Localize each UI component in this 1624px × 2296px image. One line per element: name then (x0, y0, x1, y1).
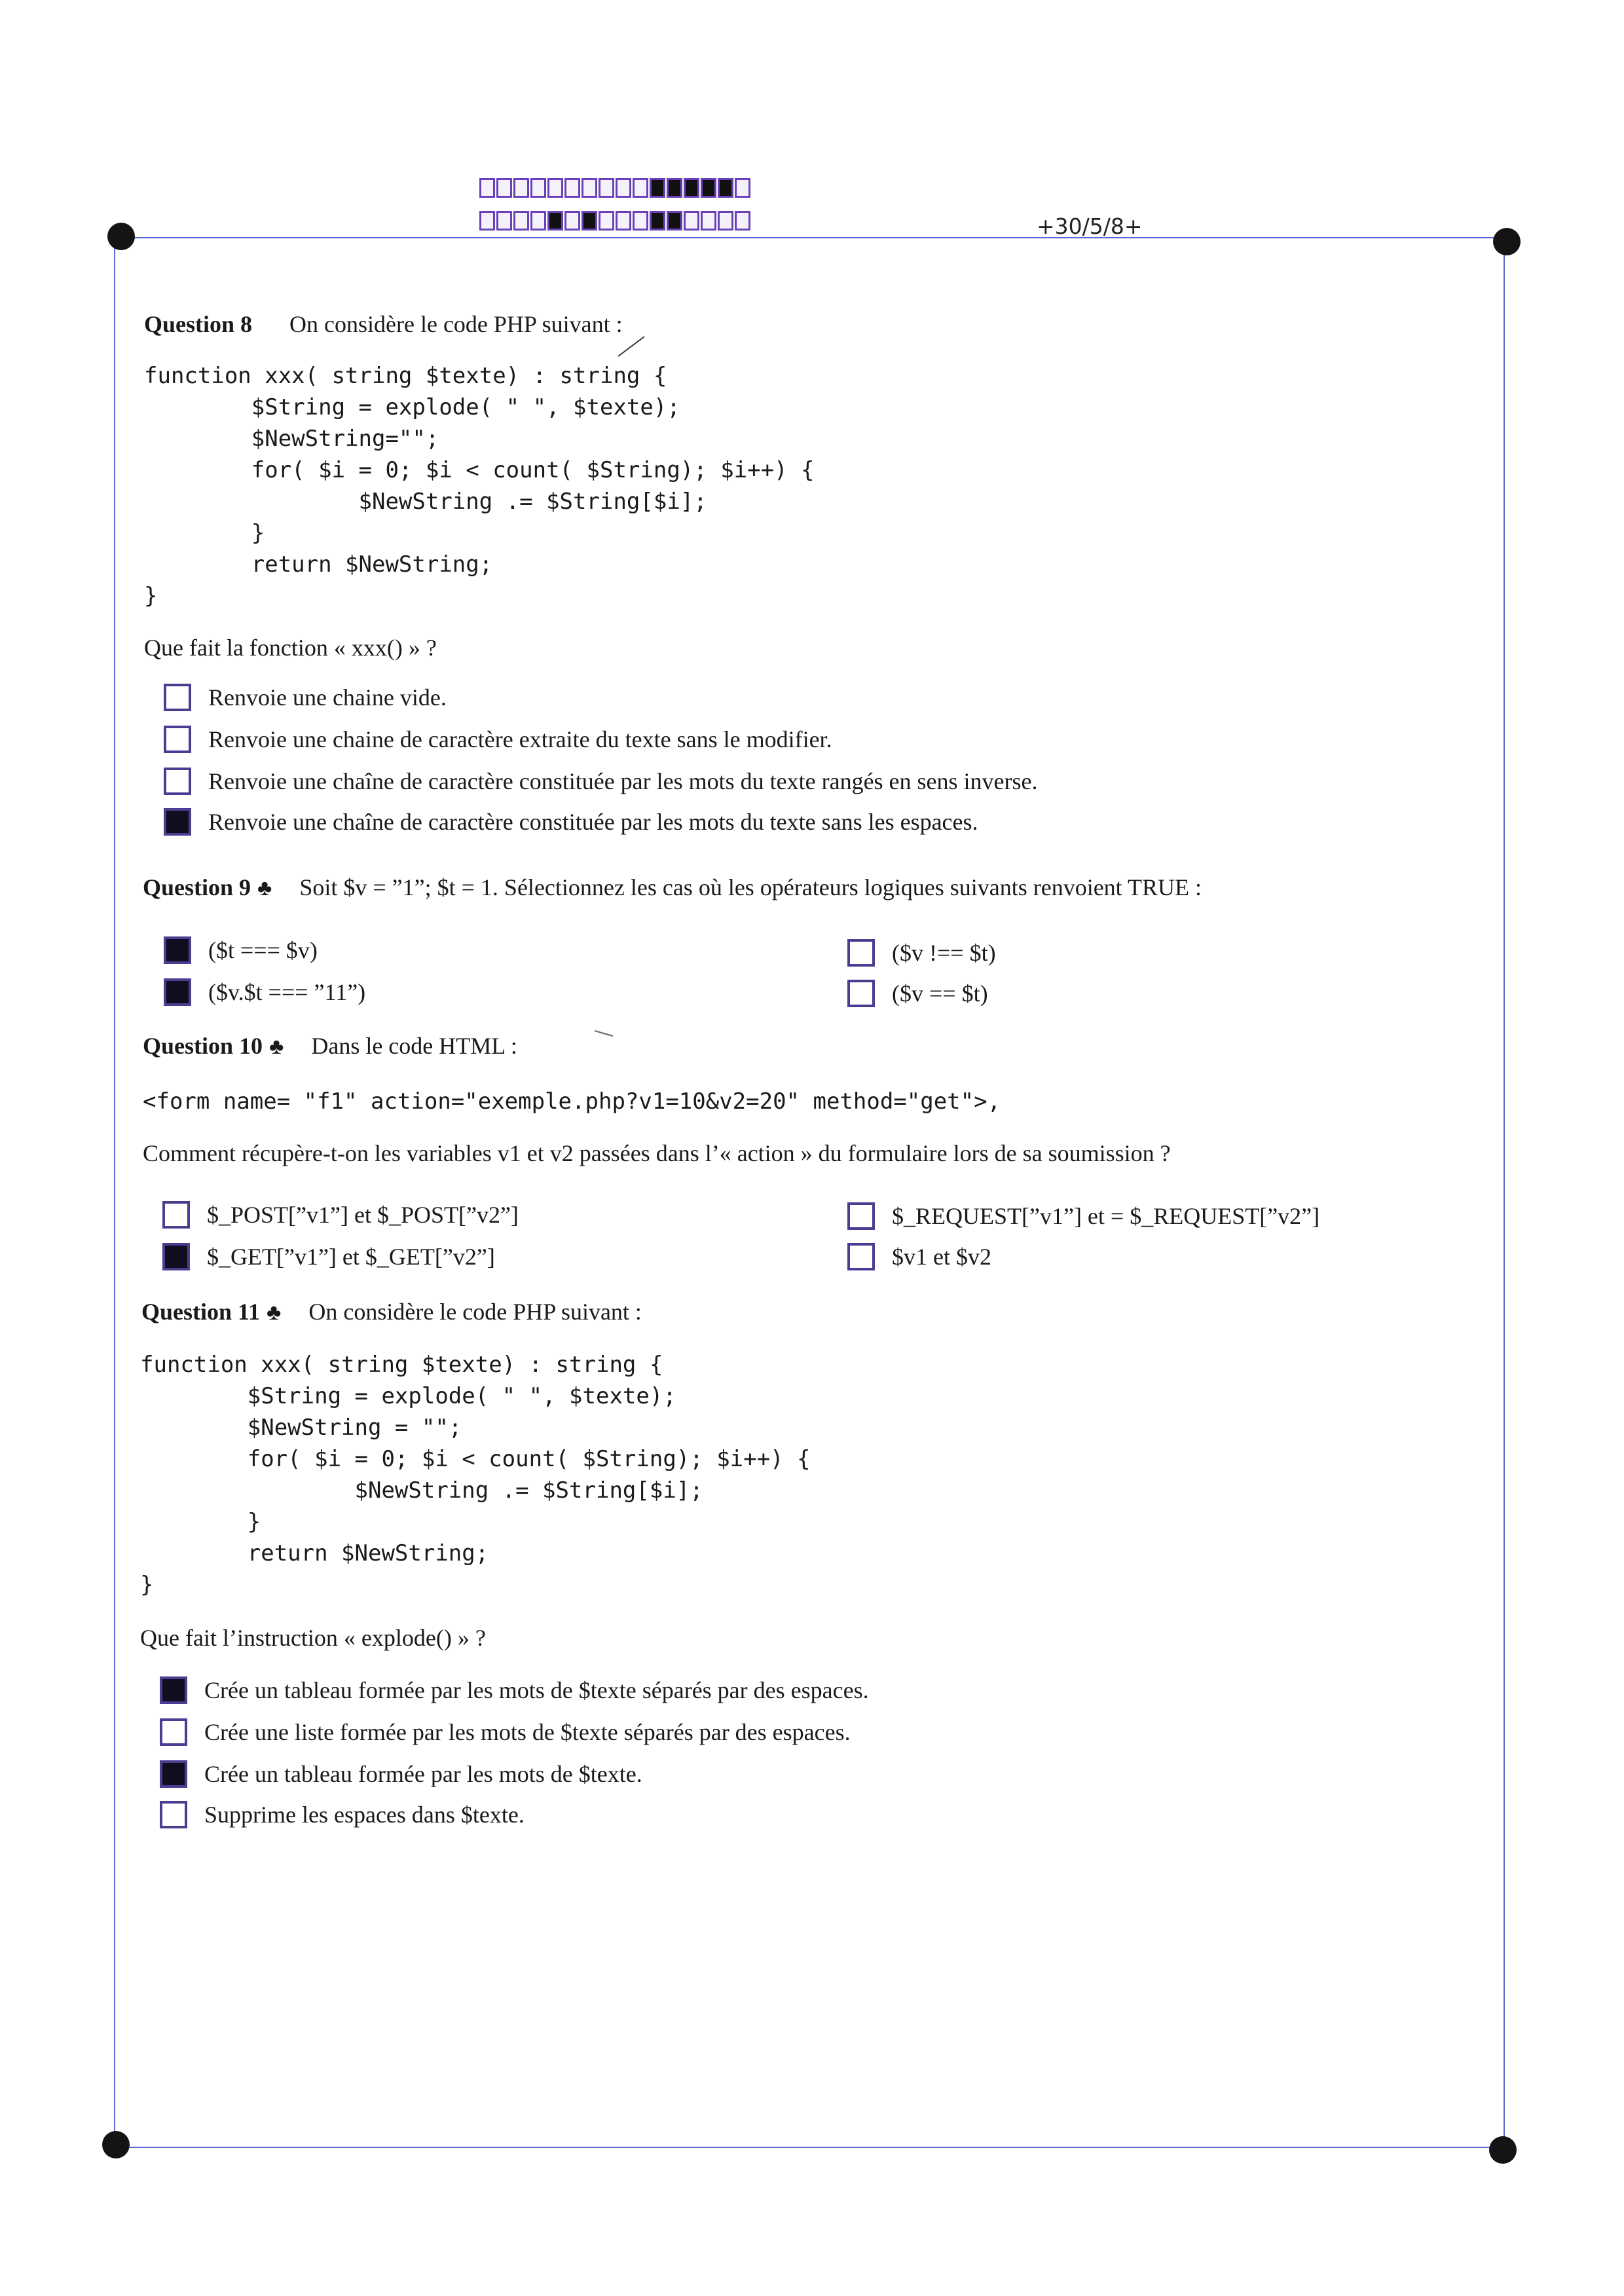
question-number: Question 8 (144, 311, 253, 337)
barcode-cell (718, 211, 733, 231)
option-label: Crée une liste formée par les mots de $texte séparés par des espaces. (204, 1719, 851, 1745)
checkbox[interactable] (164, 726, 191, 753)
answer-option[interactable] (162, 1243, 495, 1270)
question-11-prompt: Que fait l’instruction « explode() » ? (140, 1625, 486, 1651)
option-label: Crée un tableau formée par les mots de $texte séparés par des espaces. (204, 1677, 869, 1703)
barcode-cell (496, 178, 512, 198)
question-10-prompt: Comment récupère-t-on les variables v1 et v2 passées dans l’« action » du formulaire lors de sa soumission ? (143, 1140, 1171, 1166)
barcode-cell (530, 211, 546, 231)
answer-option[interactable] (160, 1676, 869, 1704)
barcode-cell (718, 178, 733, 198)
barcode-cell (530, 178, 546, 198)
question-text: Dans le code HTML : (311, 1033, 517, 1059)
question-8-prompt: Que fait la fonction « xxx() » ? (144, 635, 437, 661)
checkbox[interactable] (162, 1201, 190, 1229)
barcode-cell (599, 211, 614, 231)
option-label: Renvoie une chaine vide. (208, 684, 447, 711)
answer-option[interactable] (164, 978, 365, 1006)
page-id: +30/5/8+ (1037, 213, 1143, 239)
option-label: Crée un tableau formée par les mots de $texte. (204, 1761, 642, 1787)
barcode-cell (616, 178, 631, 198)
question-text: Soit $v = ”1”; $t = 1. Sélectionnez les cas où les opérateurs logiques suivants renvoient TRUE : (299, 874, 1202, 900)
checkbox[interactable] (164, 978, 191, 1006)
checkbox[interactable] (160, 1760, 187, 1788)
barcode-cell (479, 211, 495, 231)
checkbox[interactable] (847, 1202, 875, 1230)
option-label: $_REQUEST[”v1”] et = $_REQUEST[”v2”] (892, 1203, 1320, 1229)
code-block-q8: function xxx( string $texte) : string { $String = explode( " ", $texte); $NewString=""; for( $i = 0; $i < count( $String); $i++) { $NewString .= $String[$i]; } return $NewString; } (144, 363, 815, 609)
barcode-cell (599, 178, 614, 198)
answer-option[interactable] (847, 980, 988, 1007)
question-10-header (143, 1032, 517, 1060)
barcode-cell (701, 211, 716, 231)
checkbox[interactable] (160, 1718, 187, 1746)
checkbox[interactable] (164, 808, 191, 836)
answer-option[interactable] (164, 726, 832, 753)
checkbox[interactable] (164, 684, 191, 711)
option-label: Renvoie une chaîne de caractère constituée par les mots du texte sans les espaces. (208, 809, 978, 835)
barcode-cell (581, 211, 597, 231)
barcode-cell (633, 211, 648, 231)
barcode-cell (735, 211, 750, 231)
checkbox[interactable] (847, 980, 875, 1007)
barcode-cell (547, 211, 563, 231)
code-block-q10: <form name= "f1" action="exemple.php?v1=10&v2=20" method="get">, (143, 1088, 1001, 1115)
barcode-cell (701, 178, 716, 198)
checkbox[interactable] (847, 1243, 875, 1270)
option-label: $_POST[”v1”] et $_POST[”v2”] (207, 1202, 519, 1228)
question-9-header (143, 874, 1202, 901)
checkbox[interactable] (164, 768, 191, 795)
checkbox[interactable] (847, 939, 875, 967)
question-number: Question 11 (141, 1299, 261, 1325)
barcode-cell (547, 178, 563, 198)
question-number: Question 9 (143, 874, 251, 900)
code-block-q11: function xxx( string $texte) : string { $String = explode( " ", $texte); $NewString = ""; for( $i = 0; $i < count( $String); $i++) { $NewString .= $String[$i]; } return $NewString; } (140, 1352, 811, 1598)
corner-marker-bottom-left (102, 2131, 130, 2158)
club-icon: ♣ (269, 1035, 284, 1059)
barcode-cell (667, 178, 682, 198)
question-number: Question 10 (143, 1033, 263, 1059)
corner-marker-bottom-right (1489, 2136, 1517, 2164)
option-label: Supprime les espaces dans $texte. (204, 1802, 525, 1828)
question-text: On considère le code PHP suivant : (308, 1299, 642, 1325)
answer-option[interactable] (160, 1760, 642, 1788)
barcode-cell (735, 178, 750, 198)
answer-option[interactable] (164, 808, 978, 836)
corner-marker-top-right (1493, 228, 1521, 255)
pen-stroke-mark (592, 1027, 618, 1040)
club-icon: ♣ (257, 876, 272, 900)
answer-option[interactable] (160, 1718, 851, 1746)
barcode-cell (650, 211, 665, 231)
corner-marker-top-left (107, 223, 135, 250)
option-label: ($v.$t === ”11”) (208, 979, 366, 1005)
checkbox[interactable] (164, 936, 191, 964)
barcode-cell (564, 178, 580, 198)
answer-option[interactable] (162, 1201, 519, 1229)
barcode-cell (513, 178, 529, 198)
barcode-row-2 (479, 211, 752, 231)
barcode-cell (564, 211, 580, 231)
barcode-cell (496, 211, 512, 231)
option-label: Renvoie une chaine de caractère extraite du texte sans le modifier. (208, 726, 832, 752)
barcode-cell (479, 178, 495, 198)
barcode-cell (684, 211, 699, 231)
option-label: $v1 et $v2 (892, 1244, 991, 1270)
question-text: On considère le code PHP suivant : (289, 311, 623, 337)
answer-option[interactable] (847, 939, 996, 967)
answer-option[interactable] (847, 1202, 1320, 1230)
barcode-cell (633, 178, 648, 198)
answer-option[interactable] (160, 1801, 525, 1828)
pen-stroke-mark (616, 333, 648, 359)
club-icon: ♣ (267, 1301, 282, 1325)
question-8-header (144, 310, 623, 338)
checkbox[interactable] (160, 1676, 187, 1704)
option-label: $_GET[”v1”] et $_GET[”v2”] (207, 1244, 495, 1270)
barcode-cell (650, 178, 665, 198)
question-11-header (141, 1298, 642, 1325)
barcode-row-1 (479, 178, 752, 198)
checkbox[interactable] (162, 1243, 190, 1270)
barcode-cell (616, 211, 631, 231)
option-label: ($v !== $t) (892, 940, 996, 966)
barcode-cell (684, 178, 699, 198)
answer-option[interactable] (847, 1243, 991, 1270)
option-label: Renvoie une chaîne de caractère constituée par les mots du texte rangés en sens inverse. (208, 768, 1038, 794)
option-label: ($v == $t) (892, 980, 988, 1007)
checkbox[interactable] (160, 1801, 187, 1828)
answer-option[interactable] (164, 936, 318, 964)
barcode-cell (667, 211, 682, 231)
barcode-cell (581, 178, 597, 198)
barcode-cell (513, 211, 529, 231)
answer-option[interactable] (164, 768, 1038, 795)
answer-option[interactable] (164, 684, 447, 711)
option-label: ($t === $v) (208, 937, 318, 963)
